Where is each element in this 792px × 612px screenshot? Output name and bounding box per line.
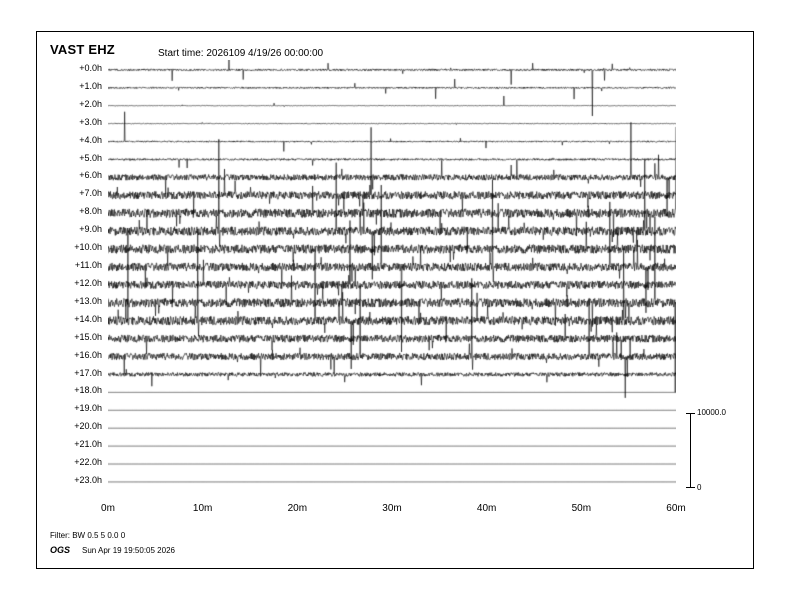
y-axis-tick-label: +18.0h — [74, 385, 102, 396]
page-title: VAST EHZ — [50, 42, 115, 57]
y-axis-tick-label: +20.0h — [74, 421, 102, 432]
y-axis-tick-label: +6.0h — [79, 170, 102, 181]
y-axis-tick-label: +7.0h — [79, 188, 102, 199]
x-axis-tick-label: 0m — [101, 503, 115, 514]
x-axis-tick-label: 50m — [571, 503, 592, 514]
y-axis-tick-label: +23.0h — [74, 475, 102, 486]
amplitude-scale-max-label: 10000.0 — [697, 408, 726, 417]
y-axis-tick-label: +17.0h — [74, 367, 102, 378]
y-axis-tick-label: +13.0h — [74, 295, 102, 306]
y-axis-tick-label: +21.0h — [74, 439, 102, 450]
y-axis-tick-label: +22.0h — [74, 457, 102, 468]
generated-timestamp: Sun Apr 19 19:50:05 2026 — [82, 546, 175, 555]
x-axis-tick-label: 40m — [476, 503, 497, 514]
y-axis-tick-label: +15.0h — [74, 331, 102, 342]
amplitude-scale-tick-top — [686, 413, 695, 414]
x-axis-tick-label: 20m — [287, 503, 308, 514]
x-axis-tick-label: 60m — [666, 503, 686, 514]
filter-label: Filter: BW 0.5 5 0.0 0 — [50, 531, 126, 540]
y-axis-tick-label: +9.0h — [79, 224, 102, 235]
y-axis-tick-label: +19.0h — [74, 403, 102, 414]
x-axis-tick-label: 30m — [382, 503, 402, 514]
start-time-label: Start time: 2026109 4/19/26 00:00:00 — [158, 48, 324, 59]
y-axis-tick-label: +16.0h — [74, 349, 102, 360]
y-axis-tick-label: +14.0h — [74, 313, 102, 324]
y-axis-tick-label: +12.0h — [74, 277, 102, 288]
y-axis-tick-label: +8.0h — [79, 206, 102, 217]
y-axis-tick-label: +3.0h — [79, 116, 102, 127]
y-axis-tick-label: +1.0h — [79, 80, 102, 91]
amplitude-scale-tick-bottom — [686, 487, 695, 488]
agency-label: OGS — [50, 545, 71, 555]
y-axis-tick-label: +10.0h — [74, 242, 102, 253]
y-axis-tick-label: +11.0h — [74, 260, 102, 271]
amplitude-scale-min-label: 0 — [697, 483, 702, 492]
y-axis-tick-label: +4.0h — [79, 134, 102, 145]
y-axis-tick-label: +2.0h — [79, 98, 102, 109]
plot-area — [108, 60, 676, 490]
y-axis-tick-label: +0.0h — [79, 62, 102, 73]
x-axis-tick-label: 10m — [192, 503, 213, 514]
y-axis-tick-label: +5.0h — [79, 152, 102, 163]
amplitude-scale-bar — [690, 413, 691, 488]
